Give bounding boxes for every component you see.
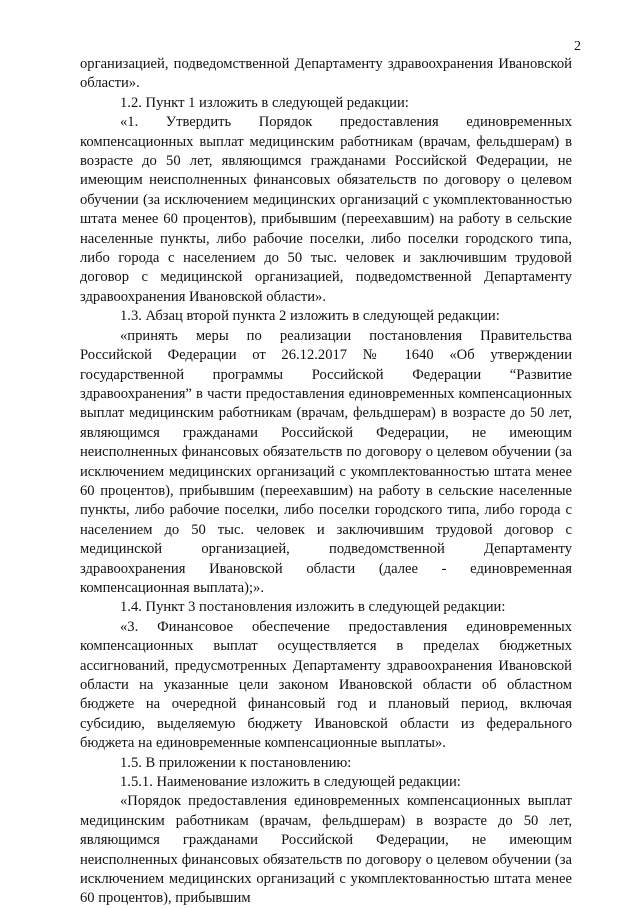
document-body [80, 55, 572, 909]
page-number: 2 [574, 39, 581, 54]
paragraph: 1.5.1. Наименование изложить в следующей редакции: [120, 774, 461, 791]
paragraph: 1.5. В приложении к постановлению: [120, 754, 352, 771]
paragraph: «Порядок предоставления единовременных компенсационных выплат медицинским работникам (врачам, фельдшерам) в возрасте до 50 лет, являющимся гражданами Российской Федерации, не имеющим неисполненных финансовых обязательств по договору о целевом обучении (за исключением медицинских организаций с укомплектованностью штата менее 60 процентов), прибывшим [80, 793, 572, 907]
paragraph: «3. Финансовое обеспечение предоставления единовременных компенсационных выплат осуществляется в пределах бюджетных ассигнований, предусмотренных Департаменту здравоохранения Ивановской области на указанные цели законом Ивановской области об областном бюджете на очередной финансовый год и плановый период, включая субсидию, выделяемую бюджету Ивановской области из федерального бюджета на единовременные компенсационные выплаты». [80, 618, 572, 752]
paragraph: 1.3. Абзац второй пункта 2 изложить в следующей редакции: [120, 308, 500, 325]
paragraph: «принять меры по реализации постановления Правительства Российской Федерации от 26.12.2017 № 1640 «Об утверждении государственной программы Российской Федерации “Развитие здравоохранения” в части предоставления единовременных компенсационных выплат медицинским работникам (врачам, фельдшерам) в возрасте до 50 лет, являющимся гражданами Российской Федерации, не имеющим неисполненных финансовых обязательств по договору о целевом обучении (за исключением медицинских организаций с укомплектованностью штата менее 60 процентов), прибывшим (переехавшим) на работу в сельские населенные пункты, либо рабочие поселки, либо поселки городского типа, либо города с населением до 50 тыс. человек и заключившим трудовой договор с медицинской организацией, подведомственной Департаменту здравоохранения Ивановской области (далее - единовременная компенсационная выплата);». [80, 327, 572, 596]
paragraph: 1.4. Пункт 3 постановления изложить в следующей редакции: [120, 599, 506, 616]
paragraph: организацией, подведомственной Департаменту здравоохранения Ивановской области». [80, 56, 572, 92]
paragraph: 1.2. Пункт 1 изложить в следующей редакции: [120, 94, 409, 111]
paragraph: «1. Утвердить Порядок предоставления единовременных компенсационных выплат медицинским работникам (врачам, фельдшерам) в возрасте до 50 лет, являющимся гражданами Российской Федерации, не имеющим неисполненных финансовых обязательств по договору о целевом обучении (за исключением медицинских организаций с укомплектованностью штата менее 60 процентов), прибывшим (переехавшим) на работу в сельские населенные пункты, либо рабочие поселки, либо поселки городского типа, либо города с населением до 50 тыс. человек и заключившим трудовой договор с медицинской организацией, подведомственной Департаменту здравоохранения Ивановской области». [80, 114, 572, 305]
